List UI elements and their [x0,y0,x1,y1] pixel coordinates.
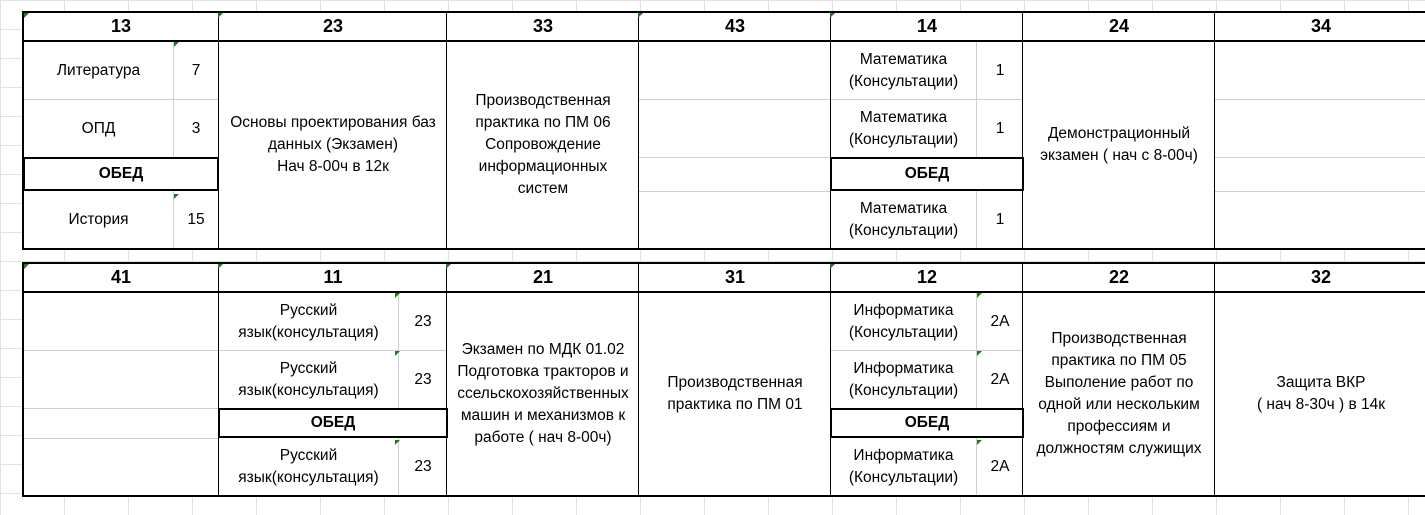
header-group-12[interactable]: 12 [830,264,1023,291]
merged-practice-cell: Производственная практика по ПМ 01 [667,374,803,413]
header-group-33[interactable]: 33 [446,13,639,40]
comment-indicator-icon[interactable] [395,440,400,445]
header-group-41[interactable]: 41 [110,267,132,287]
lunch-break-cell[interactable]: ОБЕД [830,157,1024,191]
subject-label: Литература [56,61,141,79]
subject-label: История [68,210,129,228]
merged-practice-cell: Производственная практика по ПМ 06 Сопровождение информационных систем [475,92,611,197]
merged-defense-cell: Защита ВКР ( нач 8-30ч ) в 14к [1256,374,1386,413]
schedule-cell[interactable] [219,351,447,408]
header-group-34[interactable]: 34 [1214,13,1425,40]
group-33-schedule[interactable] [446,42,639,248]
header-group-13[interactable]: 13 [110,16,132,36]
header-group-43[interactable]: 43 [638,13,831,40]
room-number: 1 [976,100,1023,157]
group-43-schedule[interactable] [638,42,831,248]
schedule-cell[interactable] [831,100,1023,157]
lunch-break-cell[interactable]: ОБЕД [830,408,1024,438]
header-group-21[interactable]: 21 [446,264,639,291]
group-23-schedule[interactable] [218,42,447,248]
group-12-schedule [830,293,1023,495]
subject-label: Информатика (Консультации) [848,301,959,341]
subject-label: Математика (Консультации) [848,108,959,148]
subject-label: Информатика (Консультации) [848,359,959,399]
schedule-block-1 [22,11,1425,250]
subject-label: Информатика (Консультации) [848,446,959,486]
subject-label: Математика (Консультации) [848,50,959,90]
header-group-22[interactable]: 22 [1022,264,1215,291]
schedule-cell[interactable] [24,191,218,248]
group-24-schedule[interactable] [1022,42,1215,248]
group-34-schedule[interactable] [1214,42,1425,248]
room-number: 1 [976,42,1023,99]
header-group-32[interactable]: 32 [1214,264,1425,291]
merged-exam-cell: Основы проектирования баз данных (Экзамен) Нач 8-00ч в 12к [230,114,436,175]
comment-indicator-icon[interactable] [977,440,982,445]
merged-exam-cell: Демонстрационный экзамен ( нач с 8-00ч) [1040,125,1198,164]
comment-indicator-icon[interactable] [24,13,29,18]
block-2-header-row [24,264,1425,293]
schedule-cell[interactable] [831,351,1023,408]
comment-indicator-icon[interactable] [977,293,982,298]
header-group-24[interactable]: 24 [1022,13,1215,40]
schedule-cell[interactable] [219,438,447,495]
group-31-schedule[interactable] [638,293,831,495]
room-number: 23 [398,438,447,495]
room-number: 7 [173,42,218,99]
group-22-schedule[interactable] [1022,293,1215,495]
schedule-cell[interactable] [24,100,218,157]
room-number: 3 [173,100,218,157]
room-number: 2А [976,293,1023,350]
schedule-cell[interactable] [24,42,218,99]
group-14-schedule [830,42,1023,248]
schedule-cell[interactable] [831,191,1023,248]
header-group-11[interactable]: 11 [218,264,447,291]
block-1-header-row [24,13,1425,42]
group-13-schedule [24,42,218,248]
lunch-break-cell[interactable]: ОБЕД [23,157,219,191]
merged-practice-cell: Производственная практика по ПМ 05 Выполение работ по одной или нескольким профессиям и должностям служищих [1036,330,1202,457]
header-group-23[interactable]: 23 [218,13,447,40]
comment-indicator-icon[interactable] [977,351,982,356]
lunch-break-cell[interactable]: ОБЕД [218,408,448,438]
subject-label: ОПД [81,119,116,137]
schedule-cell[interactable] [831,438,1023,495]
comment-indicator-icon[interactable] [830,264,835,269]
merged-exam-cell: Экзамен по МДК 01.02 Подготовка тракторов и ссельскохозяйственных машин и механизмов к работе ( нач 8-00ч) [457,341,629,446]
schedule-block-2 [22,262,1425,497]
room-number: 2А [976,438,1023,495]
comment-indicator-icon[interactable] [395,293,400,298]
comment-indicator-icon[interactable] [446,264,451,269]
group-11-schedule [218,293,447,495]
subject-label: Математика (Консультации) [848,199,959,239]
group-21-schedule[interactable] [446,293,639,495]
comment-indicator-icon[interactable] [174,194,179,199]
comment-indicator-icon[interactable] [24,264,29,269]
comment-indicator-icon[interactable] [174,42,179,47]
block-2-body [24,293,1425,495]
room-number: 1 [976,191,1023,248]
schedule-cell[interactable] [831,42,1023,99]
header-group-14[interactable]: 14 [830,13,1023,40]
room-number: 2А [976,351,1023,408]
comment-indicator-icon[interactable] [395,351,400,356]
subject-label: Русский язык(консультация) [238,446,379,486]
group-32-schedule[interactable] [1214,293,1425,495]
subject-label: Русский язык(консультация) [238,359,379,399]
group-41-schedule[interactable] [24,293,218,495]
subject-label: Русский язык(консультация) [238,301,379,341]
schedule-cell[interactable] [831,293,1023,350]
comment-indicator-icon[interactable] [638,13,643,18]
room-number: 23 [398,351,447,408]
room-number: 23 [398,293,447,350]
comment-indicator-icon[interactable] [218,264,223,269]
schedule-cell[interactable] [219,293,447,350]
header-group-31[interactable]: 31 [638,264,831,291]
block-1-body [24,42,1425,248]
comment-indicator-icon[interactable] [218,13,223,18]
room-number: 15 [173,191,218,248]
comment-indicator-icon[interactable] [830,13,835,18]
